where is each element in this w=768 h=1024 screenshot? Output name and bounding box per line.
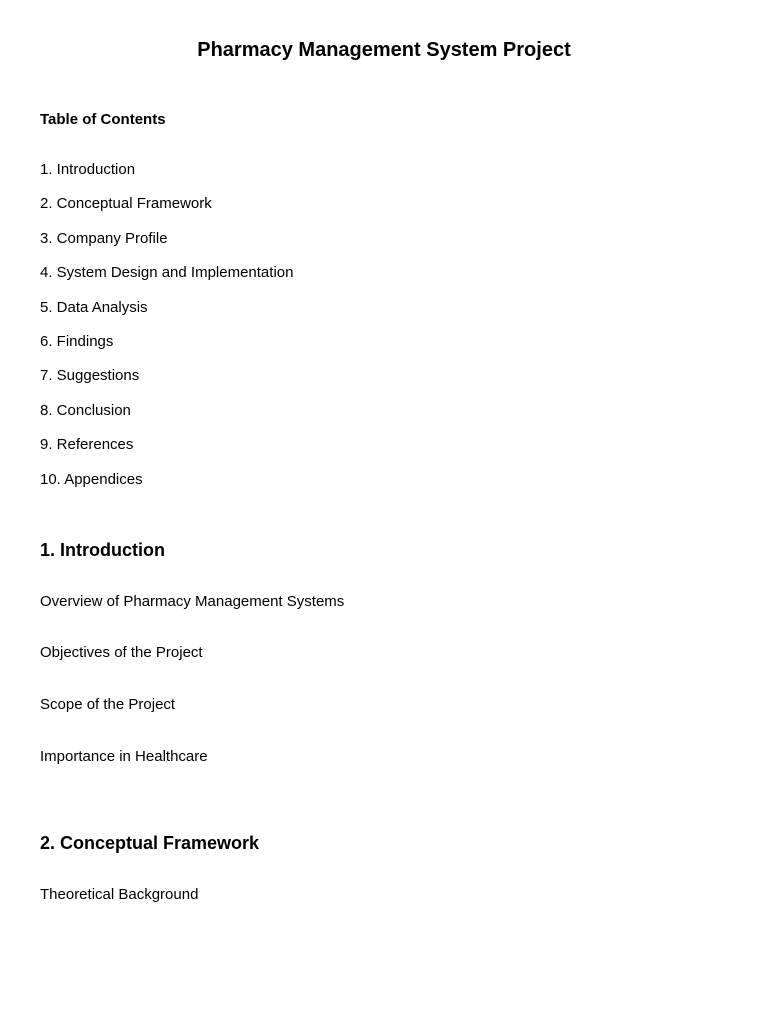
toc-item-introduction: 1. Introduction: [40, 161, 136, 178]
toc-item-data-analysis: 5. Data Analysis: [40, 298, 148, 316]
toc-item-conclusion: 8. Conclusion: [40, 401, 131, 419]
toc-item-appendices: 10. Appendices: [40, 470, 143, 488]
toc-heading: Table of Contents: [40, 111, 166, 128]
toc-item-company-profile: 3. Company Profile: [40, 229, 168, 247]
section-item-overview: Overview of Pharmacy Management Systems: [40, 593, 345, 610]
toc-item-conceptual-framework: 2. Conceptual Framework: [40, 195, 212, 213]
toc-item-suggestions: 7. Suggestions: [40, 367, 140, 385]
section-item-theoretical-background: Theoretical Background: [40, 886, 199, 903]
section-item-importance: Importance in Healthcare: [40, 748, 208, 765]
section-item-scope: Scope of the Project: [40, 696, 176, 713]
document-title: Pharmacy Management System Project: [197, 39, 571, 61]
section-heading-conceptual-framework: 2. Conceptual Framework: [40, 833, 260, 853]
toc-item-findings: 6. Findings: [40, 332, 114, 350]
toc-item-system-design: 4. System Design and Implementation: [40, 264, 294, 282]
section-heading-introduction: 1. Introduction: [40, 540, 165, 560]
toc-item-references: 9. References: [40, 436, 134, 454]
section-item-objectives: Objectives of the Project: [40, 644, 203, 661]
toc-list: [40, 160, 293, 504]
